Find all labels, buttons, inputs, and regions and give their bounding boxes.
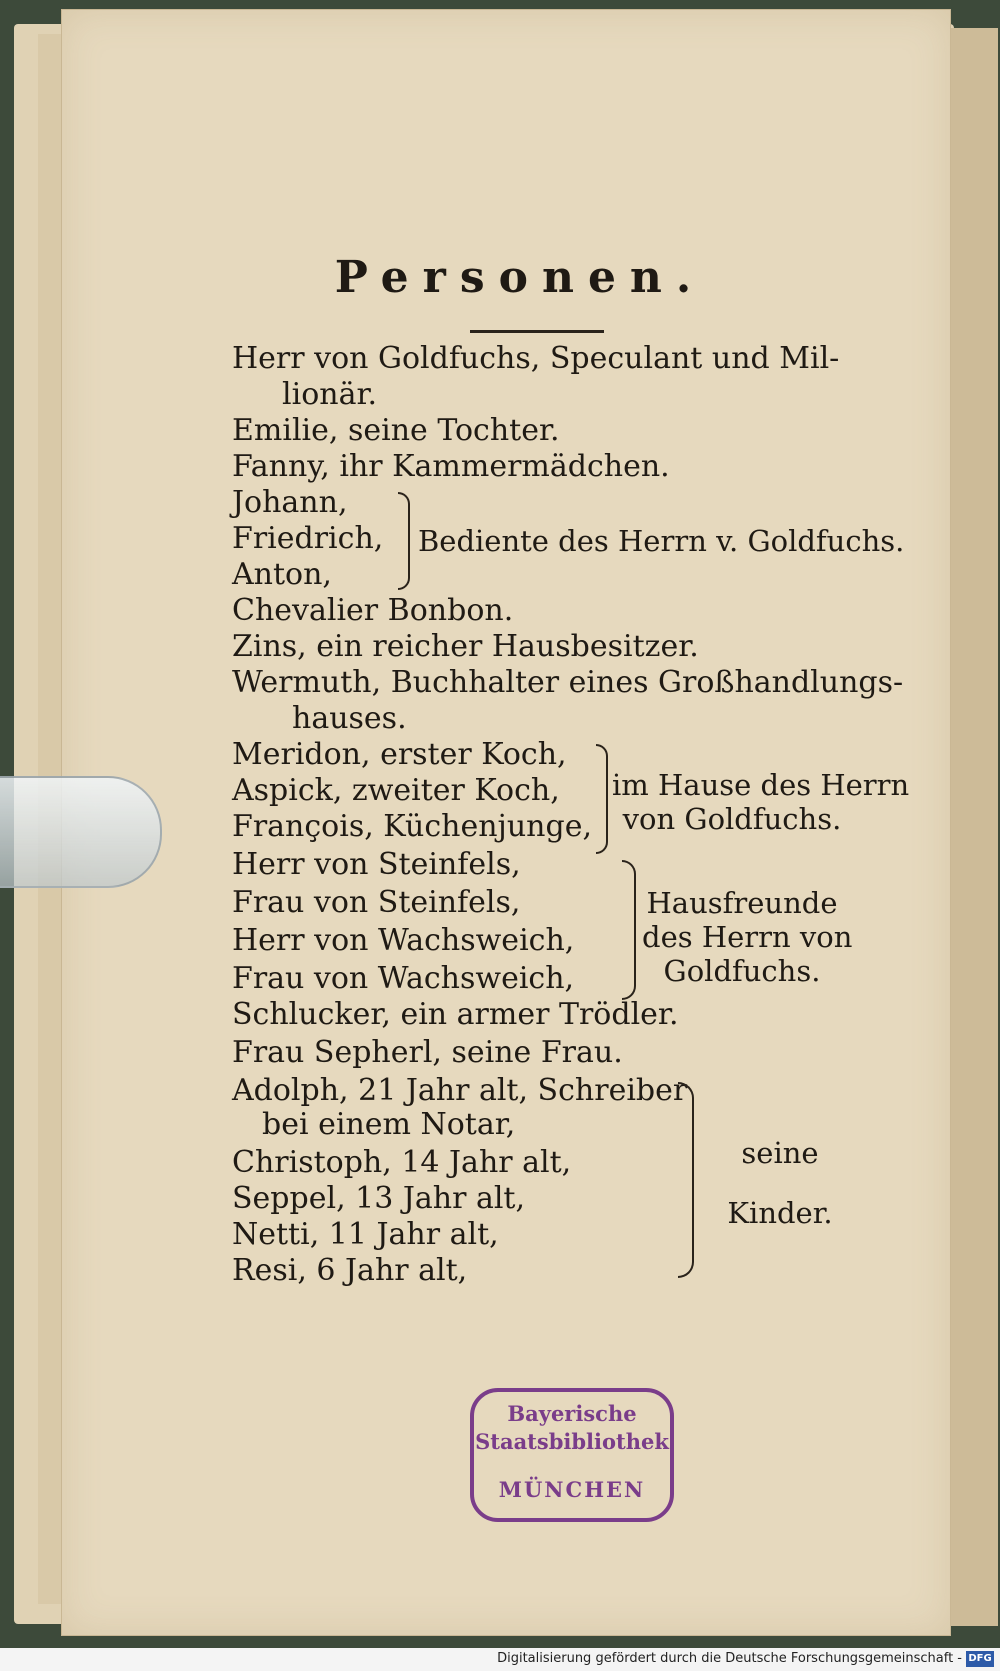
servants-brace [398, 492, 410, 590]
character-line: Adolph, 21 Jahr alt, Schreiber [232, 1073, 688, 1108]
servants-note: Bediente des Herrn v. Goldfuchs. [418, 524, 905, 558]
character-line: Zins, ein reicher Hausbesitzer. [232, 629, 699, 664]
character-line: bei einem Notar, [262, 1107, 516, 1142]
stamp-line3: MÜNCHEN [498, 1477, 646, 1502]
character-line: Herr von Steinfels, [232, 847, 521, 882]
character-line: Frau von Wachsweich, [232, 961, 575, 996]
character-line: Herr von Wachsweich, [232, 923, 575, 958]
character-line: François, Küchenjunge, [232, 809, 592, 844]
bookmark-clip [0, 776, 162, 888]
title-rule [470, 330, 604, 333]
character-line: Schlucker, ein armer Trödler. [232, 997, 679, 1032]
stamp-line1: Bayerische [507, 1401, 637, 1426]
footer-credit: Digitalisierung gefördert durch die Deutsche Forschungsgemeinschaft - [497, 1651, 962, 1666]
children-brace [678, 1082, 694, 1278]
character-line: Frau Sepherl, seine Frau. [232, 1035, 623, 1070]
children-note-line2: Kinder. [727, 1196, 833, 1230]
character-line: Fanny, ihr Kammermädchen. [232, 449, 670, 484]
stamp-line2: Staatsbibliothek [475, 1429, 669, 1454]
character-line: Emilie, seine Tochter. [232, 413, 560, 448]
friends-note-line3: Goldfuchs. [663, 954, 821, 988]
character-line: Friedrich, [232, 521, 384, 556]
character-line: Resi, 6 Jahr alt, [232, 1253, 468, 1288]
friends-note-line1: Hausfreunde [646, 886, 838, 920]
character-line: Chevalier Bonbon. [232, 593, 514, 628]
kitchen-note-line1: im Hause des Herrn [612, 768, 910, 802]
kitchen-note-line2: von Goldfuchs. [622, 802, 842, 836]
character-line: lionär. [282, 377, 378, 412]
friends-brace [622, 860, 636, 1000]
character-line: Frau von Steinfels, [232, 885, 521, 920]
character-line: Johann, [232, 485, 348, 520]
character-line: Herr von Goldfuchs, Speculant und Mil- [232, 341, 840, 376]
character-line: Christoph, 14 Jahr alt, [232, 1145, 572, 1180]
kitchen-brace [596, 744, 608, 854]
character-line: Seppel, 13 Jahr alt, [232, 1181, 526, 1216]
friends-note-line2: des Herrn von [642, 920, 853, 954]
dfg-logo-icon: DFG [966, 1651, 994, 1667]
character-line: Wermuth, Buchhalter eines Großhandlungs- [232, 665, 904, 700]
character-line: Anton, [232, 557, 332, 592]
children-note-line1: seine [741, 1136, 819, 1170]
character-line: hauses. [292, 701, 407, 736]
character-line: Meridon, erster Koch, [232, 737, 567, 772]
character-line: Netti, 11 Jahr alt, [232, 1217, 499, 1252]
library-stamp [470, 1388, 674, 1522]
footer-bar [0, 1648, 1000, 1671]
page-title: Personen. [334, 252, 706, 303]
character-line: Aspick, zweiter Koch, [232, 773, 560, 808]
